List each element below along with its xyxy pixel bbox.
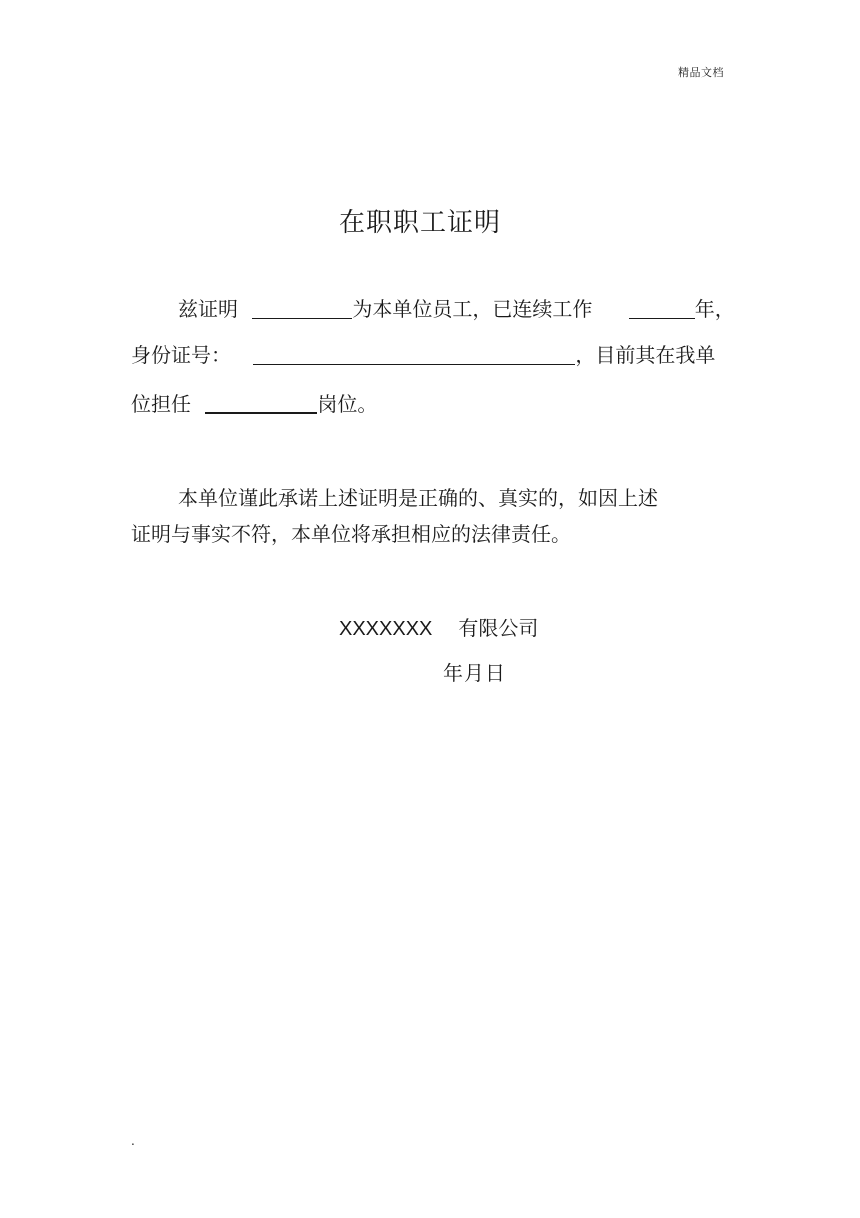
id-number-label: 身份证号： xyxy=(131,343,231,367)
signature-date: 年月日 xyxy=(443,661,506,685)
para2-line2: 证明与事实不符，本单位将承担相应的法律责任。 xyxy=(131,522,571,546)
document-title: 在职职工证明 xyxy=(338,208,501,238)
header-label: 精品文档 xyxy=(678,66,724,79)
position-suffix: 岗位。 xyxy=(317,392,378,416)
employee-text: 为本单位员工，已连续工作 xyxy=(352,297,593,321)
para1-line2 xyxy=(131,343,715,367)
company-suffix: 有限公司 xyxy=(458,616,539,640)
employee-name-blank[interactable] xyxy=(252,298,352,319)
footer-mark: . xyxy=(131,1134,135,1148)
para1-line1 xyxy=(178,297,735,321)
position-blank[interactable] xyxy=(205,392,317,414)
years-suffix: 年， xyxy=(694,297,735,321)
para1-line3 xyxy=(131,392,377,416)
company-name-placeholder: XXXXXXX xyxy=(339,618,433,640)
company-signature xyxy=(339,616,538,641)
position-label: 位担任 xyxy=(131,392,191,416)
years-worked-blank[interactable] xyxy=(629,298,695,319)
id-number-blank[interactable] xyxy=(253,344,575,365)
certify-prefix: 兹证明 xyxy=(178,297,238,321)
para2-line1: 本单位谨此承诺上述证明是正确的、真实的，如因上述 xyxy=(178,486,658,510)
current-position-text: ，目前其在我单 xyxy=(575,343,716,367)
